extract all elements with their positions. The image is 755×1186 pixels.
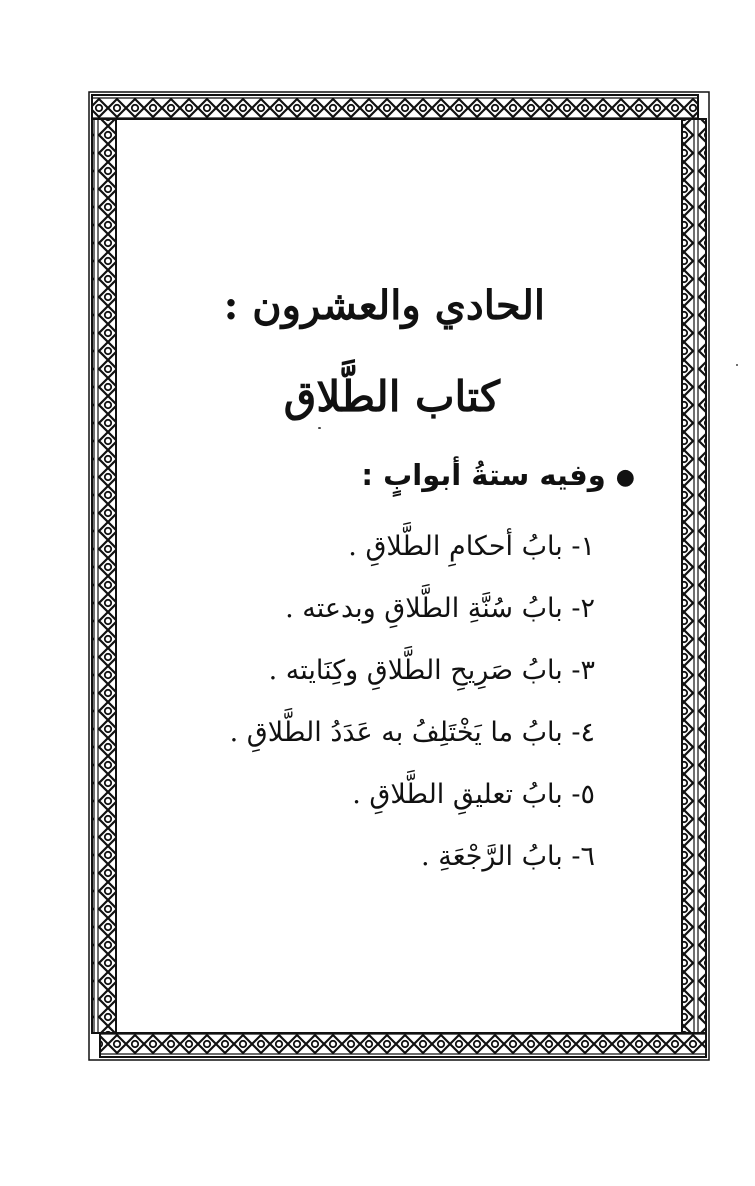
bullet-icon: ●	[615, 464, 635, 490]
scan-speck	[736, 364, 738, 366]
book-title: كتاب الطَّلاق	[283, 372, 500, 421]
scan-speck	[318, 427, 321, 429]
intro-text: وفيه ستةُ أبوابٍ :	[361, 458, 606, 492]
chapter-list	[230, 522, 595, 894]
chapter-item-6: ٦- بابُ الرَّجْعَةِ .	[421, 841, 595, 872]
chapter-item-5: ٥- بابُ تعليقِ الطَّلاقِ .	[352, 779, 595, 810]
chapter-item-3: ٣- بابُ صَرِيحِ الطَّلاقِ وكِنَايته .	[268, 655, 595, 686]
chapter-item-1: ١- بابُ أحكامِ الطَّلاقِ .	[348, 531, 595, 562]
chapter-item-2: ٢- بابُ سُنَّةِ الطَّلاقِ وبدعته .	[285, 593, 595, 624]
chapter-item-4: ٤- بابُ ما يَخْتَلِفُ به عَدَدُ الطَّلاقِ .	[229, 717, 595, 748]
part-title: الحادي والعشرون :	[223, 282, 545, 329]
chapters-intro	[361, 458, 635, 492]
